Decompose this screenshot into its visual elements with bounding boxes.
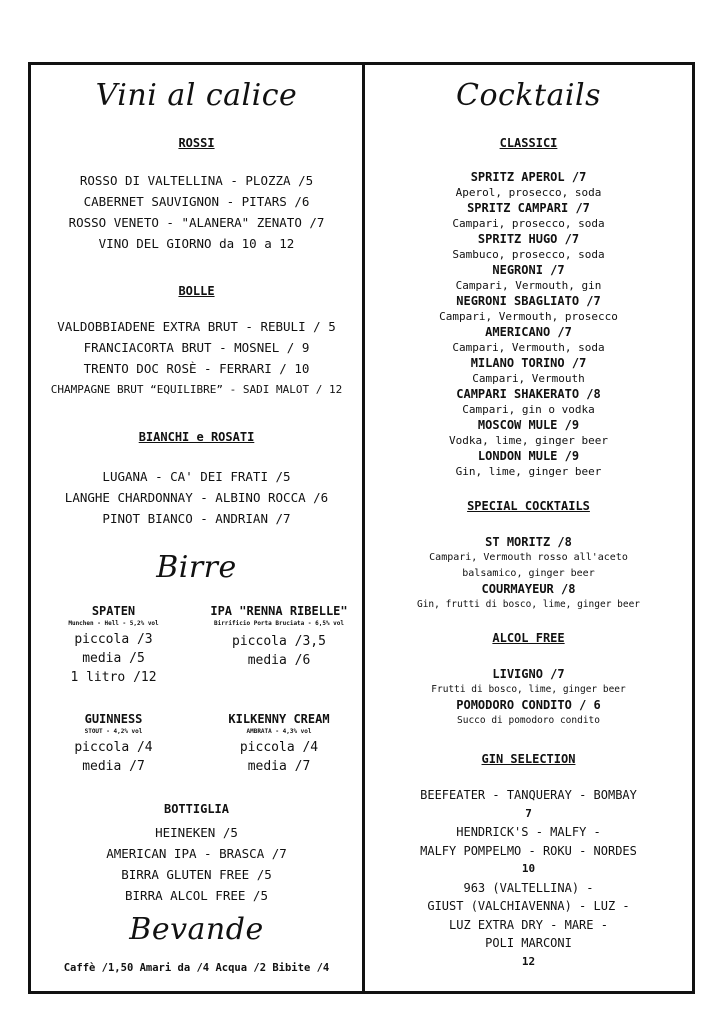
beer-sub: STOUT - 4,2% vol <box>84 728 143 735</box>
bevande-title: Bevande <box>129 912 264 947</box>
cocktail-name: ST MORITZ /8 <box>485 535 572 549</box>
list-item: TRENTO DOC ROSÈ - FERRARI / 10 <box>83 361 310 376</box>
cocktail-name: SPRITZ APEROL /7 <box>470 170 587 184</box>
cocktail-name: MILANO TORINO /7 <box>470 356 587 370</box>
cocktail-name: LIVIGNO /7 <box>492 667 565 681</box>
list-item <box>365 263 692 294</box>
list-item: BIRRA ALCOL FREE /5 <box>125 888 268 903</box>
beer-sub: AMBRATA - 4,3% vol <box>246 728 312 735</box>
gin-price: 12 <box>521 954 536 968</box>
beer-name: IPA "RENNA RIBELLE" <box>210 604 348 618</box>
list-item <box>365 356 692 387</box>
bolle-heading: BOLLE <box>178 284 215 298</box>
cocktail-desc: Campari, Vermouth <box>472 372 585 385</box>
beer-name: GUINNESS <box>84 712 143 726</box>
beer-size: piccola /3 <box>74 632 153 647</box>
cocktail-desc: Campari, Vermouth rosso all'aceto <box>429 552 628 563</box>
bianchi-list <box>31 466 362 529</box>
list-item: PINOT BIANCO - ANDRIAN /7 <box>102 511 291 526</box>
list-item: VINO DEL GIORNO da 10 a 12 <box>98 236 295 251</box>
cocktail-name: MOSCOW MULE /9 <box>477 418 580 432</box>
bottiglia-heading: BOTTIGLIA <box>163 802 230 816</box>
list-item: BIRRA GLUTEN FREE /5 <box>121 867 272 882</box>
beer-sub: Munchen - Hell - 5,2% vol <box>68 620 159 627</box>
gin-price: 10 <box>521 862 536 875</box>
cocktail-name: AMERICANO /7 <box>485 325 572 339</box>
cocktail-name: SPRITZ HUGO /7 <box>477 232 580 246</box>
cocktail-desc: Campari, Vermouth, prosecco <box>439 310 618 323</box>
beer-size: media /5 <box>82 651 145 666</box>
cocktail-name: LONDON MULE /9 <box>477 449 580 463</box>
beer-name: SPATEN <box>91 604 136 618</box>
list-item: MALFY POMPELMO - ROKU - NORDES <box>420 843 637 858</box>
list-item: LUGANA - CA' DEI FRATI /5 <box>102 469 291 484</box>
beer-guinness <box>31 712 196 776</box>
list-item: BEEFEATER - TANQUERAY - BOMBAY <box>420 788 637 802</box>
beer-spaten <box>31 604 196 687</box>
beer-sub: Birrificio Porta Bruciata - 6,5% vol <box>213 620 345 627</box>
list-item: GIUST (VALCHIAVENNA) - LUZ - <box>427 899 630 913</box>
cocktail-name: COURMAYEUR /8 <box>481 582 576 596</box>
gin-price: 7 <box>525 806 532 820</box>
cocktail-desc: Aperol, prosecco, soda <box>455 186 602 199</box>
list-item <box>365 387 692 418</box>
cocktail-desc: balsamico, ginger beer <box>462 568 595 579</box>
right-column <box>365 62 692 994</box>
list-item <box>365 170 692 201</box>
bianchi-heading: BIANCHI e ROSATI <box>138 430 255 444</box>
list-item <box>365 449 692 480</box>
bottiglia-list <box>31 822 362 906</box>
list-item: ROSSO DI VALTELLINA - PLOZZA /5 <box>79 173 314 188</box>
classici-list <box>365 170 692 480</box>
beer-name: KILKENNY CREAM <box>228 712 330 726</box>
cocktail-name: SPRITZ CAMPARI /7 <box>467 201 590 215</box>
cocktail-desc: Succo di pomodoro condito <box>457 715 600 726</box>
beer-size: piccola /3,5 <box>232 634 326 649</box>
list-item: LUZ EXTRA DRY - MARE - <box>449 917 608 932</box>
left-column <box>31 62 362 994</box>
vini-title: Vini al calice <box>95 78 298 113</box>
rossi-list <box>31 170 362 254</box>
beer-ipa <box>196 604 362 670</box>
beer-size: media /6 <box>247 653 311 668</box>
beer-size: media /7 <box>82 759 145 774</box>
list-item <box>365 294 692 325</box>
cocktail-desc: Campari, Vermouth, gin <box>455 279 602 292</box>
gin-heading: GIN SELECTION <box>481 752 576 766</box>
alcolfree-heading: ALCOL FREE <box>492 631 565 645</box>
rossi-heading: ROSSI <box>178 136 215 150</box>
beer-size: 1 litro /12 <box>70 670 157 685</box>
beer-size: piccola /4 <box>74 740 153 755</box>
bolle-list <box>31 316 362 400</box>
list-item: ROSSO VENETO - "ALANERA" ZENATO /7 <box>68 215 325 230</box>
cocktail-name: NEGRONI /7 <box>492 263 565 277</box>
beer-size: piccola /4 <box>239 740 319 755</box>
list-item: LANGHE CHARDONNAY - ALBINO ROCCA /6 <box>64 490 329 505</box>
cocktail-desc: Sambuco, prosecco, soda <box>452 248 605 261</box>
list-item <box>365 201 692 232</box>
list-item: HEINEKEN /5 <box>155 825 238 840</box>
birre-title: Birre <box>156 550 237 585</box>
list-item: AMERICAN IPA - BRASCA /7 <box>106 846 287 861</box>
cocktail-desc: Vodka, lime, ginger beer <box>449 434 608 447</box>
list-item: HENDRICK'S - MALFY - <box>456 825 601 839</box>
special-list <box>365 535 692 613</box>
list-item: FRANCIACORTA BRUT - MOSNEL / 9 <box>83 340 310 355</box>
cocktails-title: Cocktails <box>455 78 602 113</box>
cocktail-desc: Campari, gin o vodka <box>462 403 595 416</box>
list-item: POLI MARCONI <box>485 936 572 950</box>
cocktail-desc: Campari, prosecco, soda <box>452 217 605 230</box>
cocktail-desc: Campari, Vermouth, soda <box>452 341 605 354</box>
gin-list <box>365 786 692 971</box>
bevande-line: Caffè /1,50 Amari da /4 Acqua /2 Bibite /4 <box>63 962 330 974</box>
list-item <box>365 418 692 449</box>
classici-heading: CLASSICI <box>499 136 558 150</box>
beer-kilkenny <box>196 712 362 776</box>
cocktail-name: NEGRONI SBAGLIATO /7 <box>456 294 601 308</box>
special-heading: SPECIAL COCKTAILS <box>467 499 590 513</box>
alcolfree-list <box>365 667 692 729</box>
cocktail-name: POMODORO CONDITO / 6 <box>456 698 601 712</box>
list-item: CABERNET SAUVIGNON - PITARS /6 <box>83 194 310 209</box>
cocktail-name: CAMPARI SHAKERATO /8 <box>456 387 601 401</box>
list-item <box>365 325 692 356</box>
list-item: CHAMPAGNE BRUT “EQUILIBRE” - SADI MALOT / 12 <box>50 383 343 396</box>
list-item: VALDOBBIADENE EXTRA BRUT - REBULI / 5 <box>57 319 336 334</box>
list-item <box>365 232 692 263</box>
list-item: 963 (VALTELLINA) - <box>463 880 594 895</box>
cocktail-desc: Gin, lime, ginger beer <box>455 465 602 478</box>
cocktail-desc: Frutti di bosco, lime, ginger beer <box>431 684 626 695</box>
beer-size: media /7 <box>247 759 311 774</box>
cocktail-desc: Gin, frutti di bosco, lime, ginger beer <box>416 599 641 610</box>
